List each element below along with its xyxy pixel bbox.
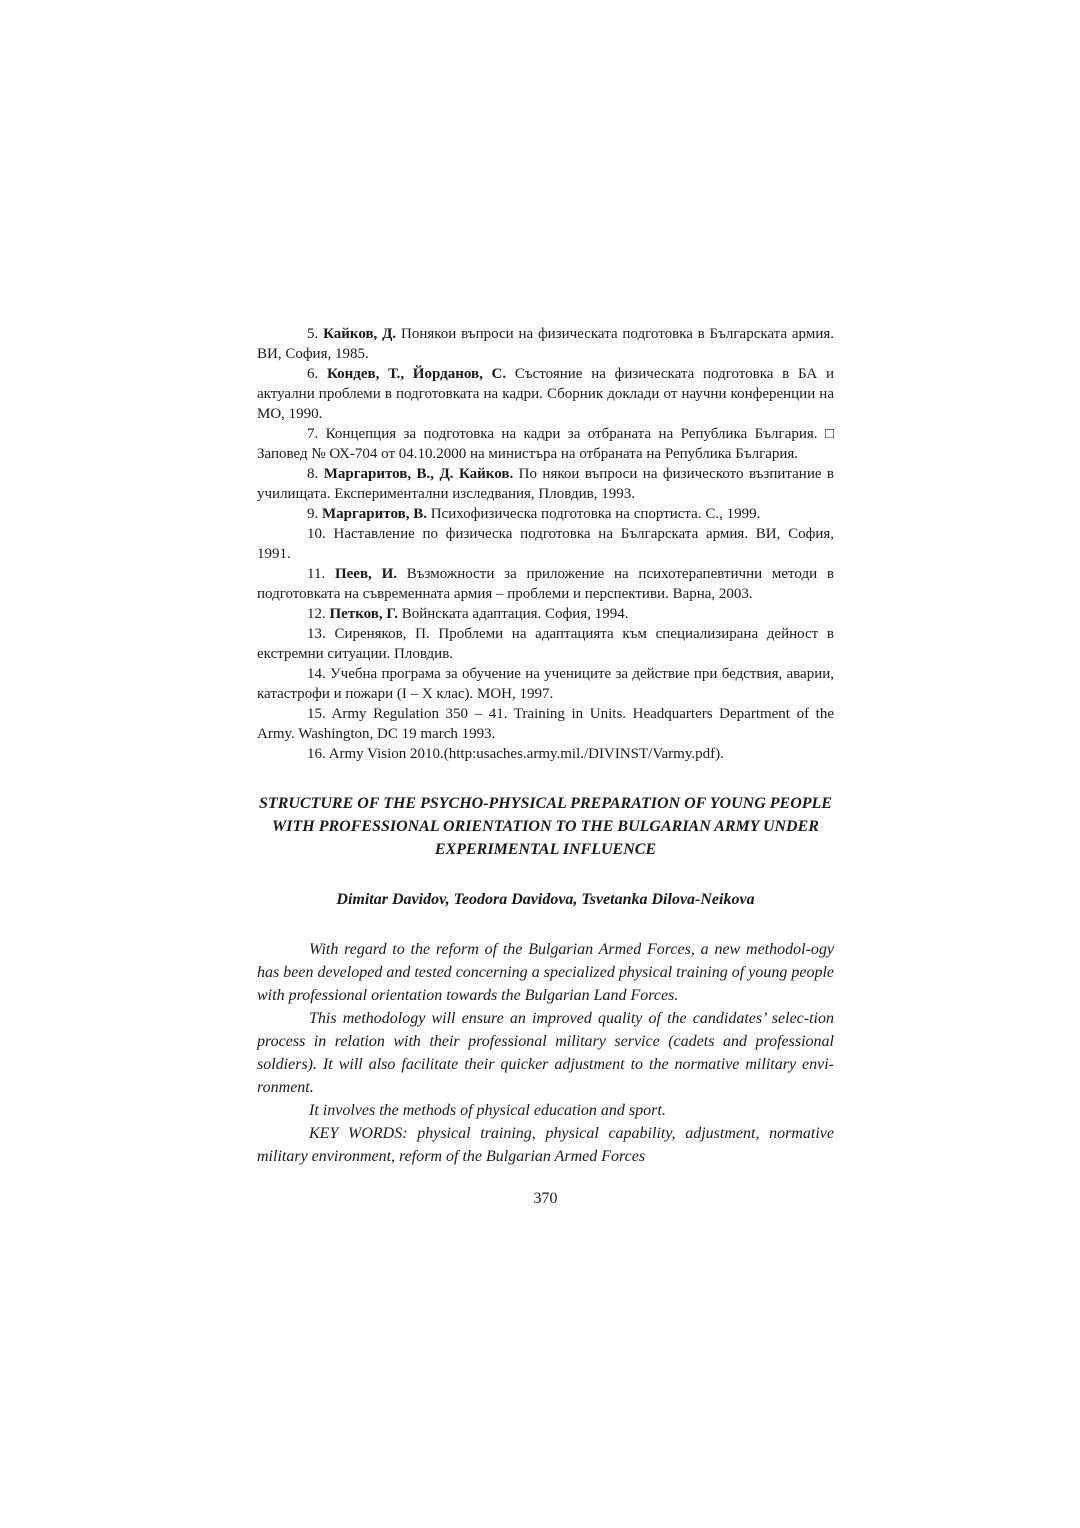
reference-item — [257, 424, 834, 464]
reference-item — [257, 564, 834, 604]
reference-text: Наставление по физическа подготовка на Българската армия. ВИ, София, 1991. — [257, 526, 835, 562]
reference-author: Кондев, Т., Йорданов, С. — [326, 366, 507, 382]
reference-item — [257, 744, 834, 764]
reference-number: 16. — [307, 746, 329, 762]
reference-item — [257, 464, 834, 504]
abstract-paragraph: With regard to the reform of the Bulgarian Armed Forces, a new methodol-ogy has been developed and tested concerning a specialized physical training of young people with professional orientation towards the Bulgarian Land Forces. — [257, 941, 834, 1004]
article-authors: Dimitar Davidov, Teodora Davidova, Tsvetanka Dilova-Neikova — [336, 891, 755, 908]
reference-number: 6. — [307, 366, 327, 382]
reference-author: Петков, Г. — [329, 606, 398, 622]
reference-text: Възможности за приложение на психотерапевтични методи в подготовката на съвременната армия – проблеми и перспективи. Варна, 2003. — [257, 566, 834, 602]
reference-number: 7. — [307, 426, 326, 442]
reference-item — [257, 704, 834, 744]
page-number: 370 — [533, 1190, 558, 1207]
reference-text: Сиреняков, П. Проблеми на адаптацията към специализирана дейност в екстремни ситуации. Пловдив. — [257, 626, 834, 662]
reference-text: Състояние на физическата подготовка в БА и актуални проблеми в подготовката на кадри. Сборник доклади от научни конференции на МО, 1990. — [257, 366, 834, 422]
reference-text: Army Regulation 350 – 41. Training in Units. Headquarters Department of the Army. Washington, DC 19 march 1993. — [257, 706, 834, 742]
reference-author: Маргаритов, В., Д. Кайков. — [323, 466, 514, 482]
reference-text: Концепция за подготовка на кадри за отбраната на Република България. □ Заповед № ОХ-704 от 04.10.2000 на министъра на отбраната на Република България. — [257, 426, 834, 462]
article-abstract — [257, 938, 834, 1168]
reference-item — [257, 664, 834, 704]
document-page — [257, 324, 834, 1210]
article-title-line: STRUCTURE OF THE PSYCHO-PHYSICAL PREPARATION OF YOUNG PEOPLE — [259, 795, 832, 812]
article-title-line: EXPERIMENTAL INFLUENCE — [434, 841, 657, 858]
reference-number: 9. — [307, 506, 322, 522]
reference-list — [257, 324, 834, 764]
reference-text: Психофизическа подготовка на спортиста. С., 1999. — [426, 506, 761, 522]
reference-number: 8. — [307, 466, 324, 482]
abstract-keywords: KEY WORDS: physical training, physical capability, adjustment, normative military environment, reform of the Bulgarian Armed Forces — [257, 1125, 834, 1165]
reference-text: Войнската адаптация. София, 1994. — [397, 606, 629, 622]
abstract-paragraph: This methodology will ensure an improved quality of the candidates’ selec-tion process in relation with their professional military service (cadets and professional soldiers). It will also facilitate their quicker adjustment to the normative military envi-ronment. — [257, 1010, 834, 1096]
reference-number: 12. — [307, 606, 330, 622]
reference-number: 15. — [307, 706, 332, 722]
reference-text: По някои въпроси на физическото възпитание в училищата. Експериментални изследвания, Пловдив, 1993. — [257, 466, 835, 502]
abstract-paragraph: It involves the methods of physical education and sport. — [309, 1102, 666, 1119]
reference-item — [257, 604, 834, 624]
reference-author: Кайков, Д. — [323, 326, 397, 342]
reference-item — [257, 524, 834, 564]
article-title-line: WITH PROFESSIONAL ORIENTATION TO THE BULGARIAN ARMY UNDER — [272, 818, 819, 835]
reference-number: 14. — [307, 666, 331, 682]
reference-number: 13. — [307, 626, 335, 642]
reference-text: Учебна програма за обучение на учениците за действие при бедствия, аварии, катастрофи и пожари (I – X клас). МОН, 1997. — [257, 666, 835, 702]
reference-text: Army Vision 2010.(http:usaches.army.mil./DIVINST/Varmy.pdf). — [328, 746, 724, 762]
article-title — [257, 792, 834, 861]
reference-text: Понякои въпроси на физическата подготовка в Българската армия. ВИ, София, 1985. — [257, 326, 835, 362]
reference-item — [257, 624, 834, 664]
reference-number: 5. — [307, 326, 324, 342]
reference-number: 10. — [307, 526, 334, 542]
reference-item — [257, 364, 834, 424]
reference-item — [257, 324, 834, 364]
reference-author: Пеев, И. — [334, 566, 397, 582]
reference-number: 11. — [307, 566, 335, 582]
reference-author: Маргаритов, В. — [322, 506, 427, 522]
reference-item — [257, 504, 834, 524]
